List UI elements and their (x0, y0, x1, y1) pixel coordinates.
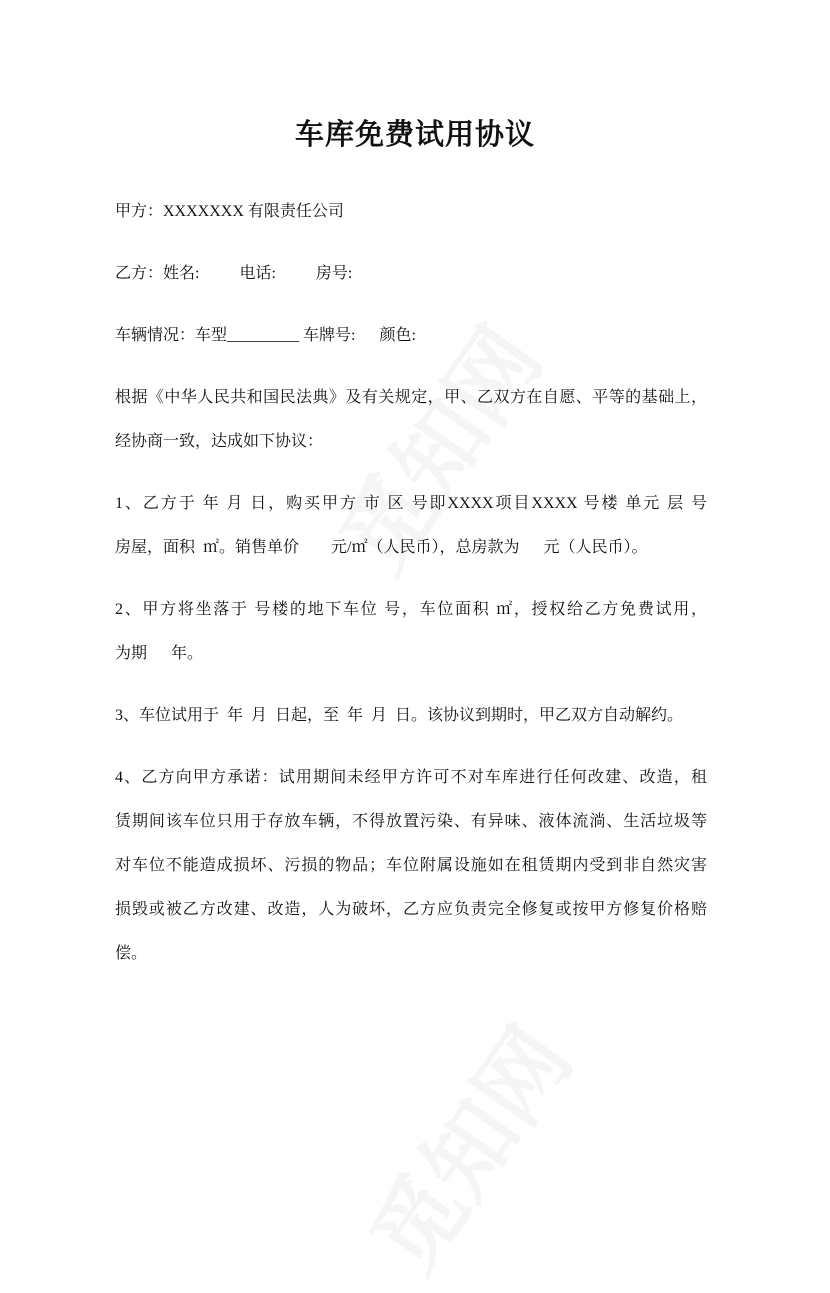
paragraph-line: 偿。 (115, 945, 148, 962)
paragraph-line: 2、甲方将坐落于 号楼的地下车位 号，车位面积 ㎡，授权给乙方免费试用， (115, 601, 707, 618)
paragraph (115, 588, 707, 676)
paragraph (115, 756, 707, 976)
paragraph (115, 694, 707, 738)
paragraph-line: 经协商一致，达成如下协议： (115, 433, 324, 450)
paragraph-line: 为期 年。 (115, 645, 204, 662)
watermark (334, 997, 595, 1293)
paragraph-line: 3、车位试用于 年 月 日起，至 年 月 日。该协议到期时，甲乙双方自动解约。 (115, 707, 684, 724)
paragraph-line: 甲方：XXXXXXX 有限责任公司 (115, 203, 344, 220)
paragraph (115, 314, 707, 358)
document-title: 车库免费试用协议 (294, 119, 535, 151)
paragraph-line: 车辆情况：车型_________ 车牌号: 颜色: (115, 327, 416, 344)
document-body (115, 190, 707, 994)
paragraph (115, 376, 707, 464)
paragraph-line: 1、乙方于 年 月 日，购买甲方 市 区 号即XXXX项目XXXX 号楼 单元 层 号 (115, 495, 707, 512)
paragraph-line: 4、乙方向甲方承诺：试用期间未经甲方许可不对车库进行任何改建、改造，租 (115, 769, 707, 786)
paragraph-line: 房屋，面积 ㎡。销售单价 元/㎡（人民币），总房款为 元（人民币）。 (115, 539, 648, 556)
paragraph-line: 赁期间该车位只用于存放车辆，不得放置污染、有异味、液体流淌、生活垃圾等 (115, 813, 707, 830)
paragraph-line: 乙方：姓名: 电话: 房号: (115, 265, 353, 282)
paragraph (115, 482, 707, 570)
paragraph-line: 对车位不能造成损坏、污损的物品；车位附属设施如在租赁期内受到非自然灾害 (115, 857, 707, 874)
paragraph-line: 损毁或被乙方改建、改造，人为破坏，乙方应负责完全修复或按甲方修复价格赔 (115, 901, 707, 918)
paragraph (115, 252, 707, 296)
paragraph (115, 190, 707, 234)
paragraph-line: 根据《中华人民共和国民法典》及有关规定，甲、乙双方在自愿、平等的基础上， (115, 389, 707, 406)
